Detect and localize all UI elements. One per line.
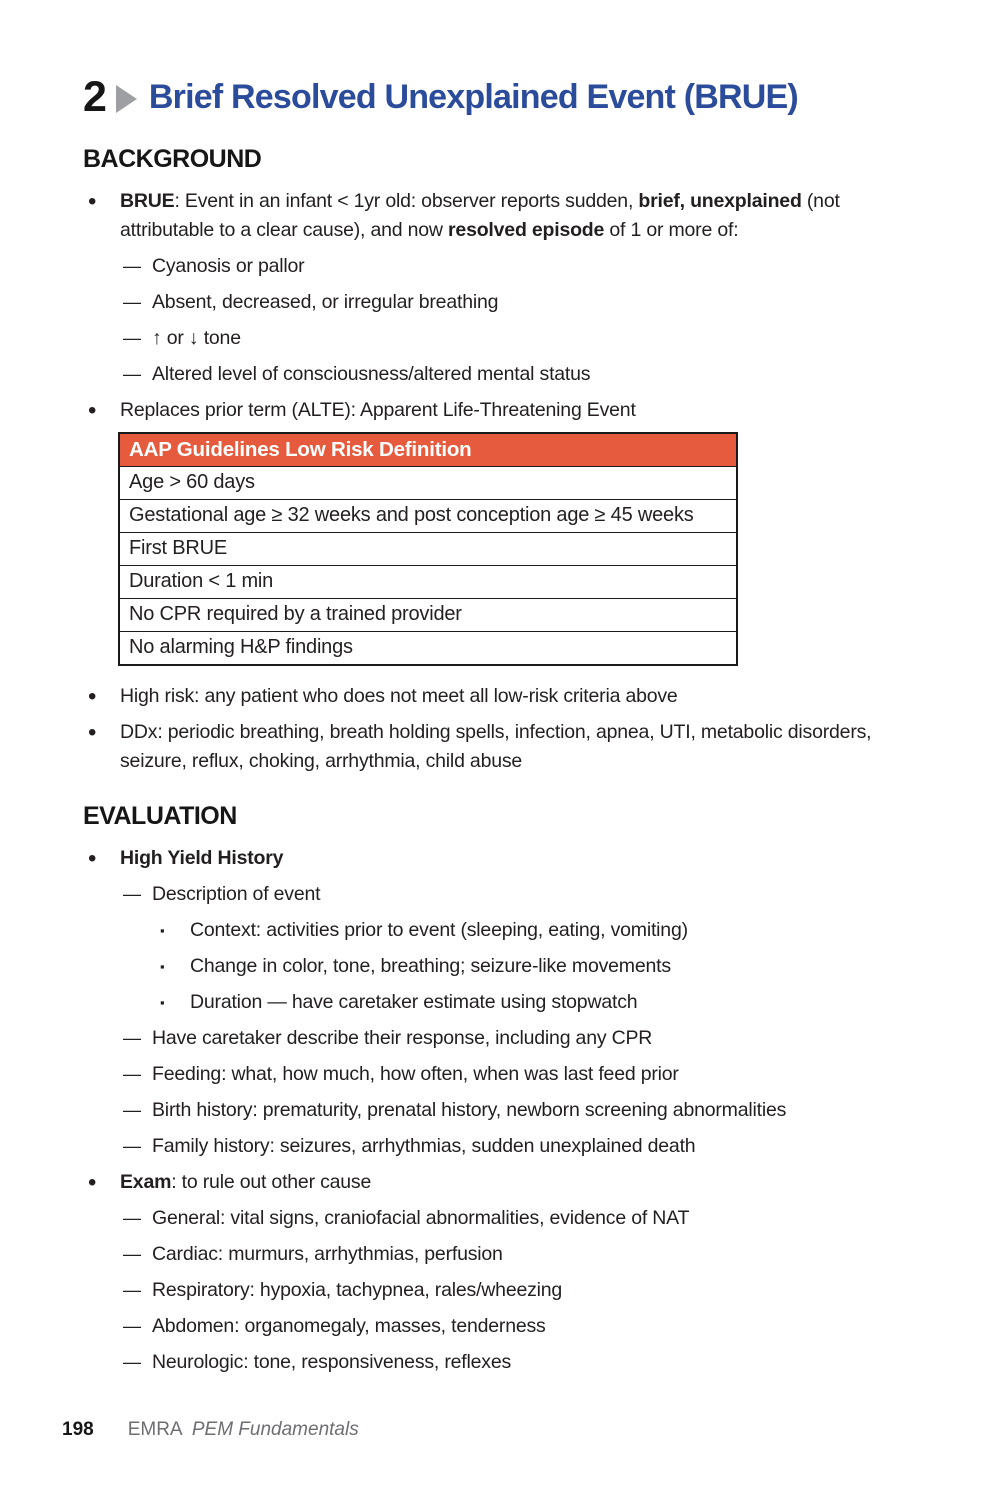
list-item [83,187,920,245]
chapter-number: 2 [83,73,106,121]
list-item-text: Cardiac: murmurs, arrhythmias, perfusion [152,1243,503,1265]
list-item [83,952,920,981]
list-item [83,1168,920,1197]
dash-marker-icon: — [123,292,141,312]
list-item-text: DDx: periodic breathing, breath holding spells, infection, apnea, UTI, metabolic disorders, seizure, reflux, choking, arrhythmia, child abuse [120,721,872,772]
list-item [83,1024,920,1053]
list-item-text: BRUE: Event in an infant < 1yr old: observer reports sudden, brief, unexplained (not attributable to a clear cause), and now resolved episode of 1 or more of: [120,190,840,241]
table-row [119,599,737,632]
list-item-text: Description of event [152,883,321,905]
dash-marker-icon: — [123,1352,141,1372]
table-cell: No alarming H&P findings [119,632,737,666]
dash-marker-icon: — [123,1208,141,1228]
table-cell: Age > 60 days [119,467,737,500]
list-item-text: Exam: to rule out other cause [120,1171,372,1193]
table-row [119,533,737,566]
book-title: PEM Fundamentals [191,1419,359,1440]
table-header-row [119,433,737,467]
table-cell: No CPR required by a trained provider [119,599,737,632]
table-row [119,467,737,500]
list-item-text: Context: activities prior to event (sleeping, eating, vomiting) [190,919,688,941]
list-item-text: Family history: seizures, arrhythmias, sudden unexplained death [152,1135,696,1157]
bullet-marker-icon: • [88,845,97,872]
table-row [119,632,737,666]
list-item [83,1204,920,1233]
list-item [83,916,920,945]
dash-marker-icon: — [123,328,141,348]
list-item-text: Duration — have caretaker estimate using stopwatch [190,991,638,1013]
list-item-text: Birth history: prematurity, prenatal history, newborn screening abnormalities [152,1099,787,1121]
dash-marker-icon: — [123,1064,141,1084]
section-heading: EVALUATION [83,802,237,830]
dash-marker-icon: — [123,364,141,384]
bullet-marker-icon: • [88,188,97,215]
list-item [83,1312,920,1341]
list-item-text: Replaces prior term (ALTE): Apparent Life-Threatening Event [120,399,636,421]
dash-marker-icon: — [123,884,141,904]
chapter-title-row [83,73,920,121]
page-footer [62,1419,359,1441]
bullet-marker-icon: • [88,683,97,710]
list-item [83,252,920,281]
list-item-text: Feeding: what, how much, how often, when was last feed prior [152,1063,679,1085]
square-marker-icon: ▪ [160,923,165,938]
book-reference [128,1419,359,1441]
square-marker-icon: ▪ [160,959,165,974]
list-item [83,1276,920,1305]
list-item [83,1096,920,1125]
list-item-text: Abdomen: organomegaly, masses, tenderness [152,1315,546,1337]
list-item [83,396,920,425]
square-marker-icon: ▪ [160,995,165,1010]
dash-marker-icon: — [123,1280,141,1300]
table-cell: First BRUE [119,533,737,566]
list-item [83,324,920,353]
list-item-text: Change in color, tone, breathing; seizure-like movements [190,955,671,977]
dash-marker-icon: — [123,1244,141,1264]
list-item-text: High Yield History [120,847,284,869]
list-item [83,1240,920,1269]
content-sections [83,145,920,1377]
dash-marker-icon: — [123,1028,141,1048]
list-item [83,288,920,317]
list-item-text: Absent, decreased, or irregular breathing [152,291,499,313]
table-cell: Gestational age ≥ 32 weeks and post conception age ≥ 45 weeks [119,500,737,533]
table-row [119,566,737,599]
section-heading: BACKGROUND [83,145,262,173]
dash-marker-icon: — [123,1100,141,1120]
triangle-right-icon [116,85,137,113]
list-item [83,1060,920,1089]
list-item [83,880,920,909]
table-cell: Duration < 1 min [119,566,737,599]
dash-marker-icon: — [123,1316,141,1336]
dash-marker-icon: — [123,1136,141,1156]
list-item-text: Altered level of consciousness/altered mental status [152,363,591,385]
bullet-marker-icon: • [88,719,97,746]
list-item-text: Respiratory: hypoxia, tachypnea, rales/wheezing [152,1279,563,1301]
list-item [83,682,920,711]
list-item [83,1348,920,1377]
low-risk-table [118,432,738,666]
page-title: Brief Resolved Unexplained Event (BRUE) [148,77,798,116]
list-item [83,988,920,1017]
bullet-marker-icon: • [88,1169,97,1196]
page-number: 198 [62,1419,94,1440]
publisher-name: EMRA [127,1419,182,1440]
bullet-marker-icon: • [88,397,97,424]
list-item-text: ↑ or ↓ tone [152,327,241,349]
list-item [83,360,920,389]
list-item-text: General: vital signs, craniofacial abnormalities, evidence of NAT [152,1207,690,1229]
list-item-text: High risk: any patient who does not meet all low-risk criteria above [120,685,678,707]
list-item [83,844,920,873]
dash-marker-icon: — [123,256,141,276]
list-item-text: Neurologic: tone, responsiveness, reflexes [152,1351,512,1373]
list-item-text: Have caretaker describe their response, including any CPR [152,1027,653,1049]
list-item-text: Cyanosis or pallor [152,255,305,277]
list-item [83,718,920,776]
table-row [119,500,737,533]
list-item [83,1132,920,1161]
table-header-cell: AAP Guidelines Low Risk Definition [119,433,737,467]
